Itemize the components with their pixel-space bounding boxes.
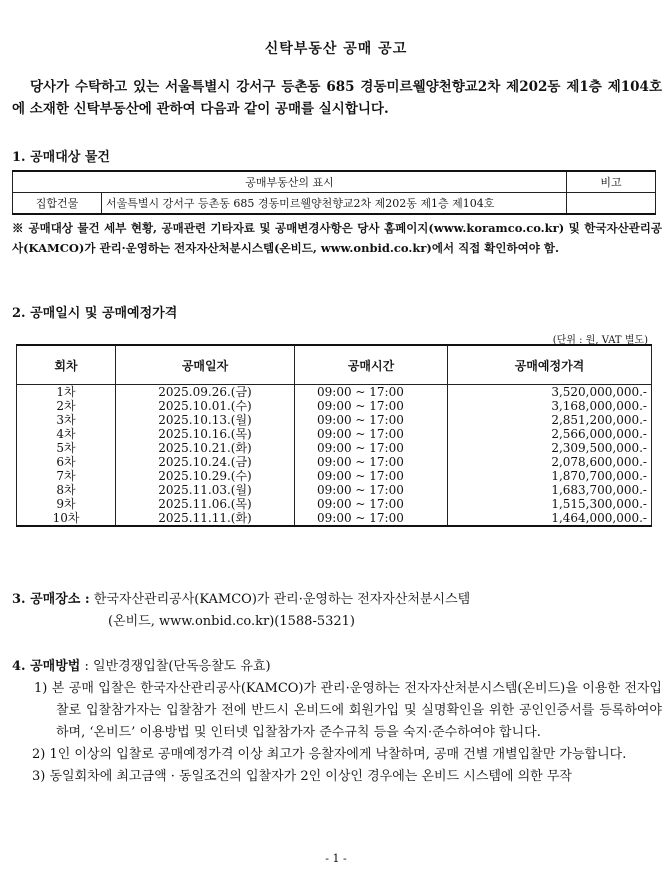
section3-label: 3. 공매장소 : bbox=[12, 592, 90, 607]
round-cell: 4차 bbox=[17, 427, 116, 441]
price-cell: 2,078,600,000.- bbox=[448, 455, 652, 469]
round-cell: 1차 bbox=[17, 385, 116, 400]
page-title: 신탁부동산 공매 공고 bbox=[264, 41, 408, 57]
col-round: 회차 bbox=[17, 345, 116, 385]
date-cell: 2025.09.26.(금) bbox=[116, 385, 295, 400]
schedule-row bbox=[17, 469, 652, 483]
property-type: 집합건물 bbox=[13, 193, 102, 215]
col-price: 공매예정가격 bbox=[448, 345, 652, 385]
section2-heading: 2. 공매일시 및 공매예정가격 bbox=[12, 306, 178, 321]
col-date: 공매일자 bbox=[116, 345, 295, 385]
col-time: 공매시간 bbox=[295, 345, 448, 385]
price-cell: 1,515,300,000.- bbox=[448, 497, 652, 511]
round-cell: 6차 bbox=[17, 455, 116, 469]
property-table bbox=[12, 170, 656, 215]
property-header: 공매부동산의 표시 bbox=[13, 171, 567, 193]
price-cell: 1,870,700,000.- bbox=[448, 469, 652, 483]
schedule-row bbox=[17, 511, 652, 526]
round-cell: 9차 bbox=[17, 497, 116, 511]
price-cell: 1,683,700,000.- bbox=[448, 483, 652, 497]
notice-text: ※ 공매대상 물건 세부 현황, 공매관련 기타자료 및 공매변경사항은 당사 홈페이지(www.koramco.co.kr) 및 한국자산관리공사(KAMCO)가 관리·운영하는 전자자산처분시스템(온비드, www.onbid.co.kr)에서 직접 확인하여야 함. bbox=[12, 221, 662, 255]
date-cell: 2025.10.16.(목) bbox=[116, 427, 295, 441]
price-cell: 2,309,500,000.- bbox=[448, 441, 652, 455]
section4-label: 4. 공매방법 bbox=[12, 659, 81, 674]
method-item-3: 3) 동일회차에 최고금액 · 동일조건의 입찰자가 2인 이상인 경우에는 온비드 시스템에 의한 무작 bbox=[32, 769, 572, 784]
schedule-row bbox=[17, 427, 652, 441]
unit-label: (단위 : 원, VAT 별도) bbox=[552, 335, 648, 346]
section1-heading: 1. 공매대상 물건 bbox=[12, 150, 110, 165]
section4-method: : 일반경쟁입찰(단독응찰도 유효) bbox=[84, 659, 271, 674]
date-cell: 2025.10.13.(월) bbox=[116, 413, 295, 427]
time-cell: 09:00 ~ 17:00 bbox=[295, 497, 448, 511]
date-cell: 2025.10.29.(수) bbox=[116, 469, 295, 483]
time-cell: 09:00 ~ 17:00 bbox=[295, 427, 448, 441]
date-cell: 2025.11.06.(목) bbox=[116, 497, 295, 511]
date-cell: 2025.11.11.(화) bbox=[116, 511, 295, 526]
time-cell: 09:00 ~ 17:00 bbox=[295, 469, 448, 483]
price-cell: 2,851,200,000.- bbox=[448, 413, 652, 427]
schedule-row bbox=[17, 497, 652, 511]
round-cell: 7차 bbox=[17, 469, 116, 483]
schedule-row bbox=[17, 441, 652, 455]
page-number: - 1 - bbox=[325, 852, 347, 865]
section3-line2: (온비드, www.onbid.co.kr)(1588-5321) bbox=[108, 614, 355, 629]
method-item-2: 2) 1인 이상의 입찰로 공매예정가격 이상 최고가 응찰자에게 낙찰하며, 공매 건별 개별입찰만 가능합니다. bbox=[32, 747, 627, 762]
property-note bbox=[567, 193, 656, 215]
time-cell: 09:00 ~ 17:00 bbox=[295, 399, 448, 413]
round-cell: 2차 bbox=[17, 399, 116, 413]
price-cell: 3,520,000,000.- bbox=[448, 385, 652, 400]
schedule-row bbox=[17, 455, 652, 469]
intro-paragraph bbox=[12, 76, 662, 120]
intro-text: 당사가 수탁하고 있는 서울특별시 강서구 등촌동 685 경동미르웰양천향교2차 제202동 제1층 제104호에 소재한 신탁부동산에 관하여 다음과 같이 공매를 실시합니다. bbox=[12, 79, 662, 117]
schedule-row bbox=[17, 385, 652, 400]
price-cell: 3,168,000,000.- bbox=[448, 399, 652, 413]
time-cell: 09:00 ~ 17:00 bbox=[295, 455, 448, 469]
date-cell: 2025.11.03.(월) bbox=[116, 483, 295, 497]
method-item-1: 1) 본 공매 입찰은 한국자산관리공사(KAMCO)가 관리·운영하는 전자자산처분시스템(온비드)을 이용한 전자입찰로 입찰참가자는 입찰참가 전에 반드시 온비드에 회원가입 및 실명확인을 위한 공인인증서를 등록하여야 하며, ‘온비드’ 이용방법 및 인터넷 입찰참가자 준수규칙 등을 숙지·준수하여야 합니다. bbox=[34, 681, 662, 740]
schedule-body bbox=[17, 385, 652, 527]
section4 bbox=[12, 656, 662, 788]
date-cell: 2025.10.24.(금) bbox=[116, 455, 295, 469]
round-cell: 8차 bbox=[17, 483, 116, 497]
round-cell: 3차 bbox=[17, 413, 116, 427]
section3-line1: 한국자산관리공사(KAMCO)가 관리·운영하는 전자자산처분시스템 bbox=[93, 592, 471, 607]
schedule-row bbox=[17, 483, 652, 497]
time-cell: 09:00 ~ 17:00 bbox=[295, 385, 448, 400]
schedule-row bbox=[17, 399, 652, 413]
time-cell: 09:00 ~ 17:00 bbox=[295, 413, 448, 427]
schedule-row bbox=[17, 413, 652, 427]
date-cell: 2025.10.01.(수) bbox=[116, 399, 295, 413]
schedule-table bbox=[16, 344, 652, 527]
section3 bbox=[12, 589, 470, 633]
round-cell: 5차 bbox=[17, 441, 116, 455]
note-header: 비고 bbox=[567, 171, 656, 193]
time-cell: 09:00 ~ 17:00 bbox=[295, 483, 448, 497]
date-cell: 2025.10.21.(화) bbox=[116, 441, 295, 455]
round-cell: 10차 bbox=[17, 511, 116, 526]
time-cell: 09:00 ~ 17:00 bbox=[295, 511, 448, 526]
time-cell: 09:00 ~ 17:00 bbox=[295, 441, 448, 455]
price-cell: 2,566,000,000.- bbox=[448, 427, 652, 441]
price-cell: 1,464,000,000.- bbox=[448, 511, 652, 526]
property-address: 서울특별시 강서구 등촌동 685 경동미르웰양천향교2차 제202동 제1층 제104호 bbox=[102, 193, 567, 215]
